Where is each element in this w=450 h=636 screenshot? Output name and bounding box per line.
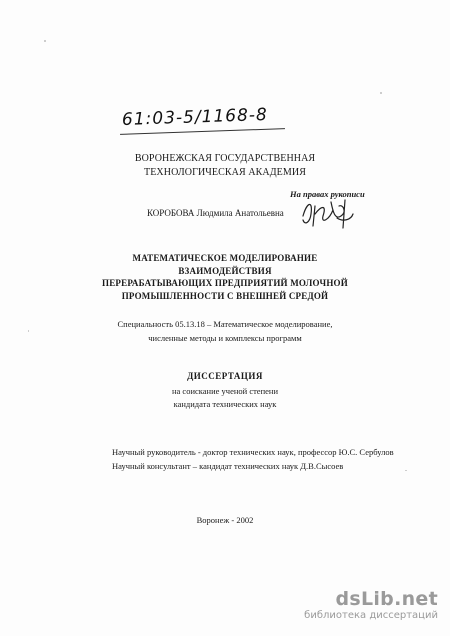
advisors — [112, 446, 394, 473]
author-name: КОРОБОВА Людмила Анатольевна — [147, 208, 284, 218]
title-line: МАТЕМАТИЧЕСКОЕ МОДЕЛИРОВАНИЕ ВЗАИМОДЕЙСТВИЯ — [132, 253, 318, 276]
watermark-subtitle: библиотека диссертаций — [304, 610, 438, 621]
document-type: ДИССЕРТАЦИЯ — [187, 371, 263, 381]
institution-name: ВОРОНЕЖСКАЯ ГОСУДАРСТВЕННАЯ ТЕХНОЛОГИЧЕСКАЯ АКАДЕМИЯ — [134, 153, 316, 178]
degree-line: на соискание ученой степени — [171, 386, 278, 396]
logo-main: dsLib — [335, 588, 395, 610]
specialty-line: численные методы и комплексы программ — [148, 333, 302, 343]
title-line: ПРОМЫШЛЕННОСТИ С ВНЕШНЕЙ СРЕДОЙ — [121, 290, 329, 301]
handwritten-archive-number: 61:03-5/1168-8 — [121, 104, 269, 130]
consultant-line: Научный консультант – кандидат технических наук Д.В.Сысоев — [112, 460, 344, 471]
degree-line: кандидата технических наук — [173, 399, 277, 409]
scan-speck — [28, 330, 29, 332]
supervisor-line: Научный руководитель - доктор технических наук, профессор Ю.С. Сербулов — [112, 447, 394, 457]
rights-note: На правах рукописи — [290, 189, 365, 199]
specialty-line: Специальность 05.13.18 – Математическое моделирование, — [117, 319, 333, 329]
scan-speck — [405, 470, 407, 471]
dissertation-title — [100, 252, 350, 302]
title-line: ПЕРЕРАБАТЫВАЮЩИХ ПРЕДПРИЯТИЙ МОЛОЧНОЙ — [102, 278, 348, 288]
watermark — [304, 589, 438, 622]
watermark-logo — [304, 589, 438, 609]
scan-speck — [44, 40, 46, 42]
logo-tld: .net — [394, 588, 438, 610]
specialty — [100, 317, 350, 345]
signature-icon — [297, 196, 357, 232]
scan-speck — [380, 92, 382, 94]
city-year: Воронеж - 2002 — [196, 515, 254, 525]
degree — [100, 385, 350, 411]
